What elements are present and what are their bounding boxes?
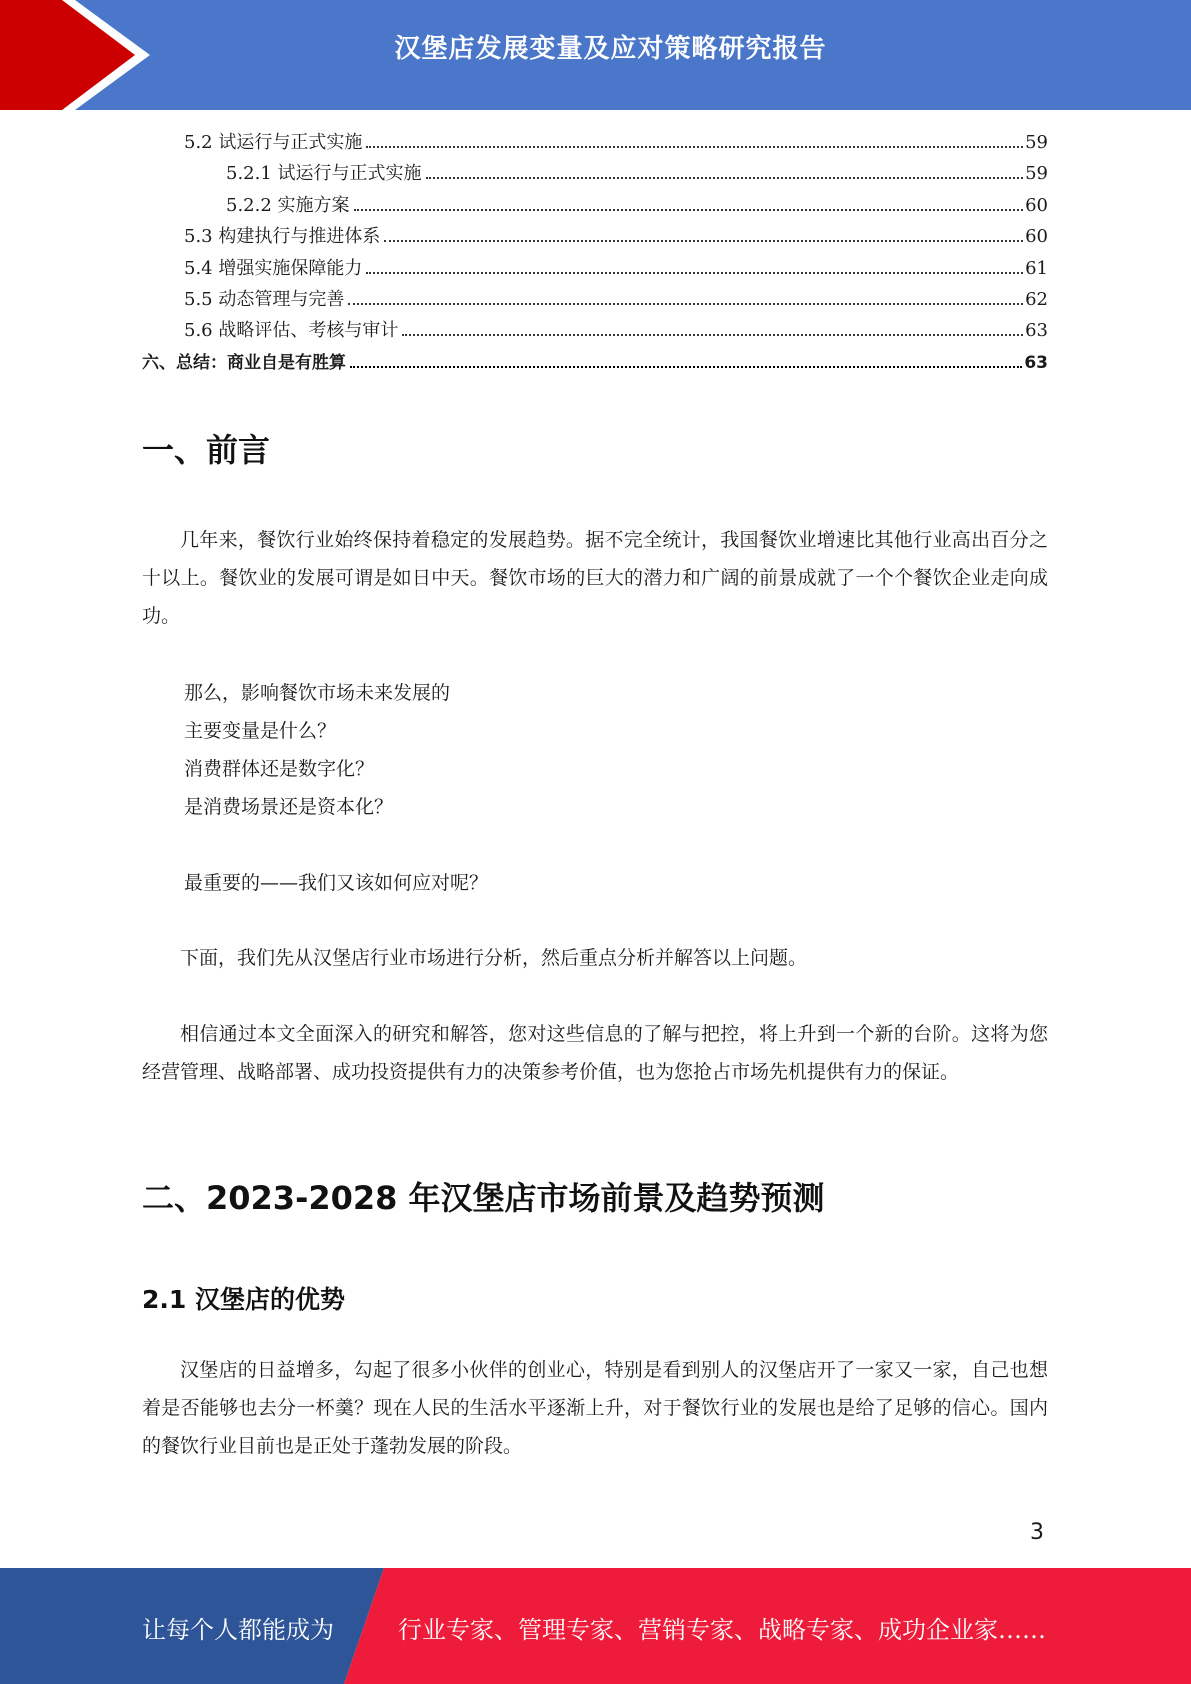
preface-question-line: 消费群体还是数字化？	[184, 758, 375, 780]
toc-entry-page: 62	[1025, 288, 1048, 310]
toc-entry-label: 5.2.1 试运行与正式实施	[226, 163, 422, 185]
toc-leader-dots	[366, 146, 1023, 148]
toc-entry[interactable]	[142, 348, 1048, 379]
section-heading-forecast: 二、2023-2028 年汉堡店市场前景及趋势预测	[142, 1179, 825, 1217]
toc-entry-label: 5.4 增强实施保障能力	[184, 257, 363, 279]
toc-entry-page: 59	[1025, 163, 1048, 185]
preface-question-line: 那么，影响餐饮市场未来发展的	[184, 682, 451, 704]
toc-entry-page: 60	[1025, 194, 1048, 216]
preface-question-line: 最重要的——我们又该如何应对呢？	[184, 872, 489, 894]
toc-entry-label: 5.2 试运行与正式实施	[184, 132, 363, 153]
preface-paragraph-3: 相信通过本文全面深入的研究和解答，您对这些信息的了解与把控，将上升到一个新的台阶。这将为您经营管理、战略部署、成功投资提供有力的决策参考价值，也为您抢占市场先机提供有力的保证。	[142, 1023, 1048, 1083]
toc-entry-page: 61	[1025, 257, 1048, 279]
toc-entry[interactable]	[142, 316, 1048, 347]
toc-entry[interactable]	[142, 159, 1048, 190]
toc-leader-dots	[366, 272, 1023, 274]
toc-entry[interactable]	[142, 222, 1048, 253]
preface-question-line: 主要变量是什么？	[184, 720, 337, 742]
toc-entry-page: 59	[1025, 132, 1048, 153]
preface-paragraph-2: 下面，我们先从汉堡店行业市场进行分析，然后重点分析并解答以上问题。	[180, 947, 808, 969]
toc-leader-dots	[426, 177, 1024, 179]
subsection-heading-advantages: 2.1 汉堡店的优势	[142, 1285, 345, 1314]
toc-entry-label: 5.5 动态管理与完善	[184, 288, 345, 310]
toc-leader-dots	[402, 334, 1023, 336]
toc-leader-dots	[350, 366, 1022, 368]
toc-leader-dots	[384, 240, 1023, 242]
toc-entry[interactable]	[142, 285, 1048, 316]
page-header	[0, 0, 1191, 110]
toc-entry[interactable]	[142, 128, 1048, 159]
toc-entry-label: 5.3 构建执行与推进体系	[184, 226, 381, 248]
toc-entry[interactable]	[142, 191, 1048, 222]
header-title: 汉堡店发展变量及应对策略研究报告	[394, 34, 827, 64]
toc-entry[interactable]	[142, 254, 1048, 285]
toc-entry-page: 63	[1024, 352, 1048, 373]
footer-slogan-right: 行业专家、管理专家、营销专家、战略专家、成功企业家……	[398, 1616, 1046, 1644]
toc-leader-dots	[354, 209, 1024, 211]
toc-leader-dots	[348, 303, 1023, 305]
toc-entry-label: 六、总结：商业自是有胜算	[142, 352, 346, 373]
preface-question-line: 是消费场景还是资本化？	[184, 796, 394, 818]
toc-entry-page: 63	[1025, 320, 1048, 342]
footer-slogan-left: 让每个人都能成为	[142, 1616, 334, 1644]
toc-entry-label: 5.2.2 实施方案	[226, 194, 350, 216]
toc-entry-label: 5.6 战略评估、考核与审计	[184, 320, 399, 342]
page-number: 3	[1030, 1520, 1044, 1545]
preface-paragraph-1: 几年来，餐饮行业始终保持着稳定的发展趋势。据不完全统计，我国餐饮业增速比其他行业高出百分之十以上。餐饮业的发展可谓是如日中天。餐饮市场的巨大的潜力和广阔的前景成就了一个个餐饮企业走向成功。	[142, 529, 1048, 627]
advantages-paragraph: 汉堡店的日益增多，勾起了很多小伙伴的创业心，特别是看到别人的汉堡店开了一家又一家，自己也想着是否能够也去分一杯羹？现在人民的生活水平逐渐上升，对于餐饮行业的发展也是给了足够的信心。国内的餐饮行业目前也是正处于蓬勃发展的阶段。	[142, 1359, 1048, 1457]
toc-entry-page: 60	[1025, 226, 1048, 248]
page-footer	[0, 1568, 1191, 1684]
table-of-contents	[142, 128, 1048, 379]
section-heading-preface: 一、前言	[142, 431, 271, 469]
